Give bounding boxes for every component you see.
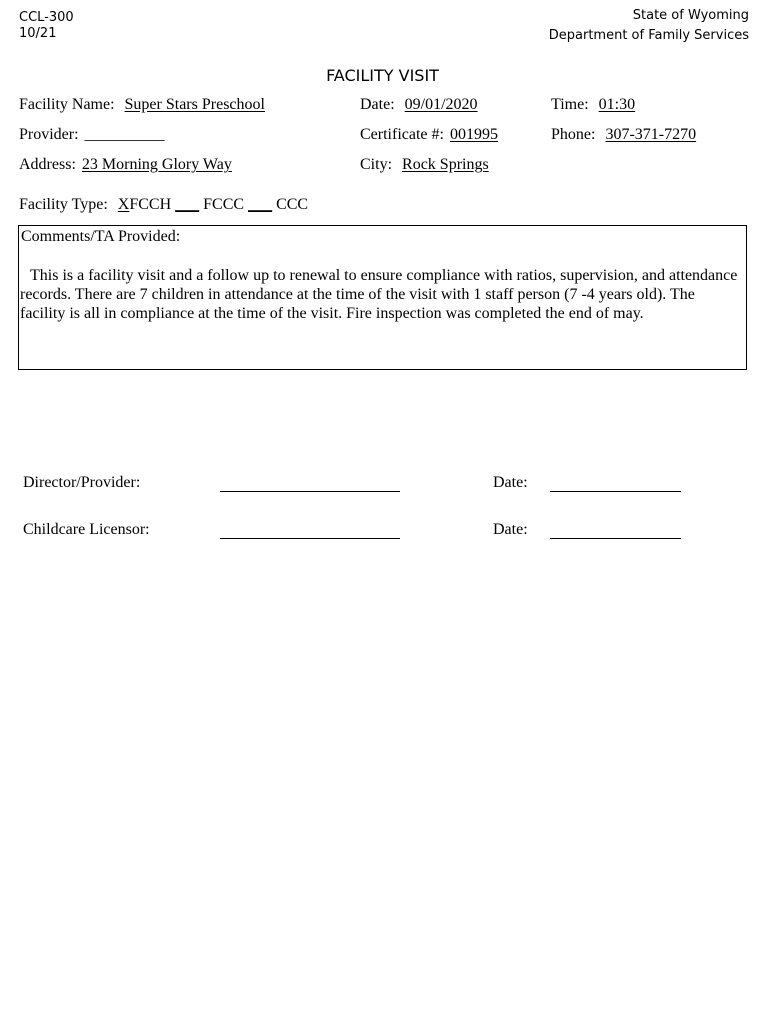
facility-name-value: Super Stars Preschool: [124, 96, 265, 113]
date-value: 09/01/2020: [404, 96, 478, 113]
facility-type-blank-ccc: ___: [248, 196, 273, 213]
licensor-signature-line: [220, 538, 400, 539]
city-label: City:: [360, 156, 393, 173]
form-code-block: [19, 10, 74, 42]
facility-type-fccc: FCCC: [203, 196, 245, 213]
facility-type-fcch: FCCH: [129, 196, 172, 213]
date-field: [360, 96, 478, 114]
date-label: Date:: [360, 96, 395, 113]
comments-box: [18, 225, 747, 370]
address-value: 23 Morning Glory Way: [81, 156, 232, 173]
phone-field: [551, 126, 696, 144]
facility-type-mark: X: [117, 196, 130, 213]
director-label: Director/Provider:: [23, 474, 141, 491]
comments-text: This is a facility visit and a follow up to renewal to ensure compliance with ratios, supervision, and attendance records. There are 7 children in attendance at the time of the visit with 1 staff person (7 -4 years old). The facility is all in compliance at the time of the visit. Fire inspection was completed the end of may.: [20, 267, 738, 322]
time-label: Time:: [551, 96, 589, 113]
facility-name-label: Facility Name:: [19, 96, 115, 113]
form-revision-date: 10/21: [19, 26, 57, 41]
provider-field: [19, 126, 165, 144]
facility-type-blank-fccc: ___: [175, 196, 200, 213]
time-field: [551, 96, 635, 114]
city-value: Rock Springs: [402, 156, 489, 173]
provider-label: Provider:: [19, 126, 79, 143]
licensor-label: Childcare Licensor:: [23, 521, 150, 538]
phone-label: Phone:: [551, 126, 596, 143]
page-title: FACILITY VISIT: [326, 66, 439, 85]
director-date-label: Date:: [493, 474, 528, 491]
agency-block: [549, 6, 749, 46]
phone-value: 307-371-7270: [605, 126, 697, 143]
facility-type-label: Facility Type:: [19, 196, 108, 213]
facility-type-options: [118, 196, 308, 213]
certificate-field: [360, 126, 498, 144]
facility-type-field: [19, 196, 308, 214]
facility-type-ccc: CCC: [276, 196, 309, 213]
agency-state: State of Wyoming: [632, 8, 749, 23]
provider-value: __________: [84, 126, 165, 143]
licensor-date-line: [550, 538, 681, 539]
licensor-date-label: Date:: [493, 521, 528, 538]
facility-name-field: [19, 96, 265, 114]
form-code: CCL-300: [19, 10, 74, 25]
time-value: 01:30: [598, 96, 636, 113]
agency-department: Department of Family Services: [548, 28, 749, 43]
comments-label: Comments/TA Provided:: [21, 228, 181, 245]
city-field: [360, 156, 489, 174]
director-date-line: [550, 491, 681, 492]
address-label: Address:: [19, 156, 76, 173]
address-field: [19, 156, 232, 174]
certificate-value: 001995: [449, 126, 498, 143]
director-signature-line: [220, 491, 400, 492]
certificate-label: Certificate #:: [360, 126, 444, 143]
